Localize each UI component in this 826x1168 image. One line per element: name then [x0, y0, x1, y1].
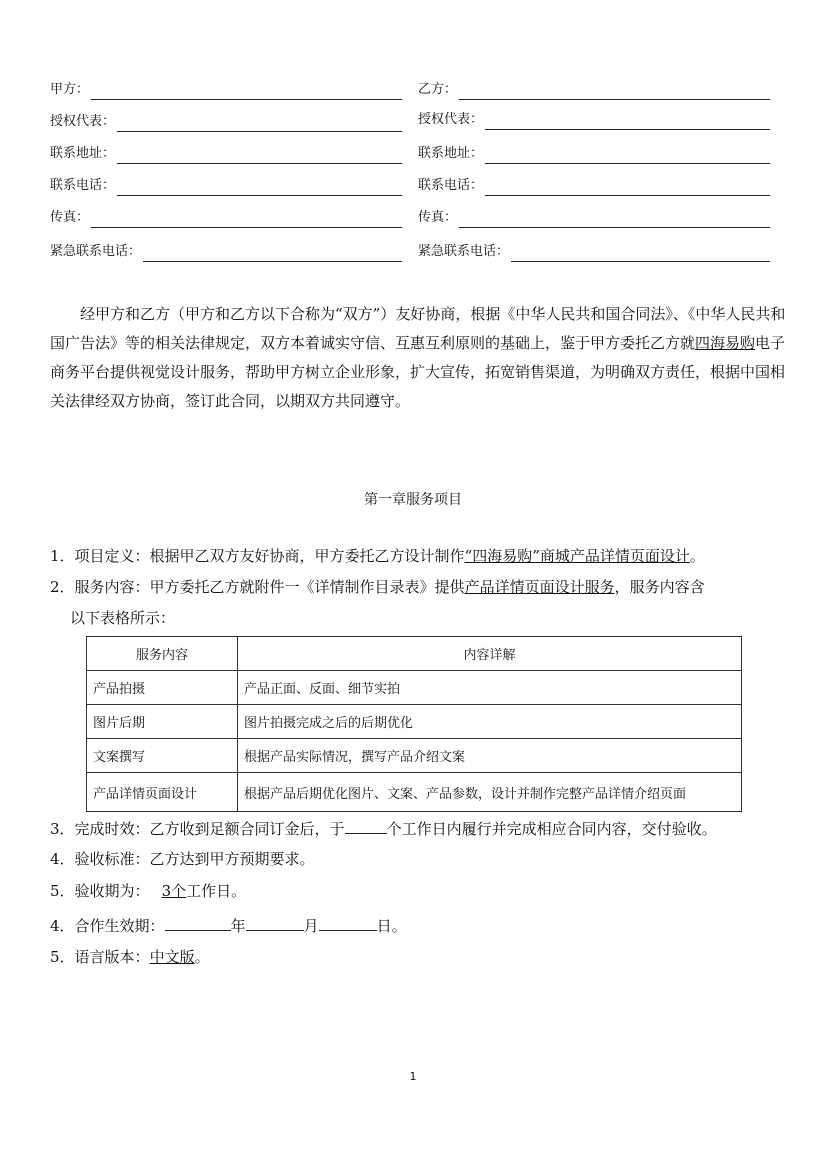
party-a-emergency-label: 紧急联系电话：: [50, 244, 142, 259]
item-number: 3．: [50, 820, 75, 838]
item-acceptance-period: [50, 880, 246, 902]
month-label: 月: [303, 917, 319, 935]
party-b-emergency-label: 紧急联系电话：: [418, 244, 510, 259]
party-a-address-field[interactable]: [50, 142, 402, 164]
day-blank[interactable]: [319, 914, 377, 931]
table-cell: 产品拍摄: [87, 671, 238, 705]
party-b-phone-line[interactable]: [485, 177, 770, 196]
table-header-cell: 内容详解: [238, 637, 742, 671]
item-text: 完成时效：乙方收到足额合同订金后，于: [74, 820, 345, 838]
party-a-rep-line[interactable]: [117, 113, 402, 132]
party-b-line[interactable]: [459, 81, 770, 100]
party-b-rep-field[interactable]: [418, 108, 770, 130]
service-table: [86, 636, 742, 812]
party-b-rep-label: 授权代表：: [418, 112, 484, 127]
party-b-rep-line[interactable]: [485, 111, 770, 130]
party-b-fax-label: 传真：: [418, 210, 458, 225]
table-row: [87, 739, 742, 773]
table-row: [87, 705, 742, 739]
table-row: [87, 773, 742, 812]
item-service-content: [50, 576, 705, 598]
item-number: 5．: [50, 882, 75, 900]
item-end: 。: [194, 948, 210, 966]
days-blank[interactable]: [345, 817, 387, 834]
item-completion-time: [50, 817, 717, 840]
party-a-fax-label: 传真：: [50, 210, 90, 225]
party-a-field[interactable]: [50, 78, 402, 100]
item-effective-period: [50, 914, 407, 937]
party-a-emergency-field[interactable]: [50, 240, 402, 262]
item-text: 合作生效期：: [74, 917, 165, 935]
party-a-rep-field[interactable]: [50, 110, 402, 132]
item-end: 个工作日内履行并完成相应合同内容，交付验收。: [386, 820, 717, 838]
table-cell: 根据产品实际情况，撰写产品介绍文案: [238, 739, 742, 773]
item-number: 2．: [50, 578, 75, 596]
item-end: ，服务内容含: [614, 578, 705, 596]
party-a-address-label: 联系地址：: [50, 146, 116, 161]
party-a-label: 甲方：: [50, 82, 90, 97]
day-label: 日。: [376, 917, 407, 935]
party-b-address-line[interactable]: [485, 145, 770, 164]
item-service-content-cont: 以下表格所示：: [70, 609, 176, 627]
party-a-phone-label: 联系电话：: [50, 178, 116, 193]
month-blank[interactable]: [246, 914, 304, 931]
party-b-fax-field[interactable]: [418, 206, 770, 228]
party-a-emergency-line[interactable]: [143, 243, 402, 262]
table-cell: 图片拍摄完成之后的后期优化: [238, 705, 742, 739]
item-underlined: 3个: [161, 882, 187, 900]
party-a-fax-line[interactable]: [91, 209, 402, 228]
party-a-phone-field[interactable]: [50, 174, 402, 196]
party-a-address-line[interactable]: [117, 145, 402, 164]
item-number: 5．: [50, 948, 75, 966]
item-text: 验收期为：: [74, 882, 150, 900]
chapter-title: 第一章服务项目: [364, 492, 462, 508]
table-row: [87, 671, 742, 705]
item-project-definition: [50, 545, 705, 567]
party-a-line[interactable]: [91, 81, 402, 100]
table-header-row: [87, 637, 742, 671]
party-b-address-field[interactable]: [418, 142, 770, 164]
item-end: 。: [689, 547, 705, 565]
year-blank[interactable]: [165, 914, 231, 931]
item-underlined: “四海易购”商城产品详情页面设计: [464, 547, 690, 565]
intro-text-1: 经甲方和乙方（甲方和乙方以下合称为“双方”）友好协商，根据《中华人民共和国合同法》、《中华人民共和国广告法》等的相关法律规定，双方本着诚实守信、互惠互利原则的基础上，鉴于甲方委托乙方就: [50, 305, 786, 352]
item-underlined: 产品详情页面设计服务: [464, 578, 615, 596]
party-b-label: 乙方：: [418, 82, 458, 97]
party-b-phone-field[interactable]: [418, 174, 770, 196]
table-cell: 文案撰写: [87, 739, 238, 773]
party-b-emergency-line[interactable]: [511, 243, 770, 262]
item-language-version: [50, 946, 210, 968]
party-a-rep-label: 授权代表：: [50, 114, 116, 129]
item-text: 项目定义：根据甲乙双方友好协商，甲方委托乙方设计制作: [74, 547, 465, 565]
item-underlined: 中文版: [149, 948, 195, 966]
party-b-fax-line[interactable]: [459, 209, 770, 228]
intro-platform-name: 四海易购: [695, 334, 756, 352]
table-cell: 图片后期: [87, 705, 238, 739]
party-a-fax-field[interactable]: [50, 206, 402, 228]
intro-text-2: 电子商务平台提供视觉设计服务，帮助甲方树立企业形象，扩大宣传，拓宽销售渠道，为明确双方责任，根据中国相关法律经双方协商，签订此合同，以期双方共同遵守。: [50, 334, 786, 410]
intro-paragraph: [50, 300, 790, 416]
party-b-emergency-field[interactable]: [418, 240, 770, 262]
item-text: 语言版本：: [74, 948, 150, 966]
item-number: 4．: [50, 917, 75, 935]
table-cell: 产品详情页面设计: [87, 773, 238, 812]
party-b-phone-label: 联系电话：: [418, 178, 484, 193]
item-number: 4．: [50, 850, 75, 868]
item-acceptance-standard: [50, 848, 315, 870]
party-b-field[interactable]: [418, 78, 770, 100]
table-header-cell: 服务内容: [87, 637, 238, 671]
party-b-address-label: 联系地址：: [418, 146, 484, 161]
item-text: 服务内容：甲方委托乙方就附件一《详情制作目录表》提供: [74, 578, 465, 596]
year-label: 年: [230, 917, 246, 935]
item-text: 验收标准：乙方达到甲方预期要求。: [74, 850, 315, 868]
party-a-phone-line[interactable]: [117, 177, 402, 196]
item-end: 工作日。: [186, 882, 247, 900]
item-number: 1．: [50, 547, 75, 565]
table-cell: 根据产品后期优化图片、文案、产品参数，设计并制作完整产品详情介绍页面: [238, 773, 742, 812]
table-cell: 产品正面、反面、细节实拍: [238, 671, 742, 705]
page-number: 1: [409, 1070, 417, 1083]
